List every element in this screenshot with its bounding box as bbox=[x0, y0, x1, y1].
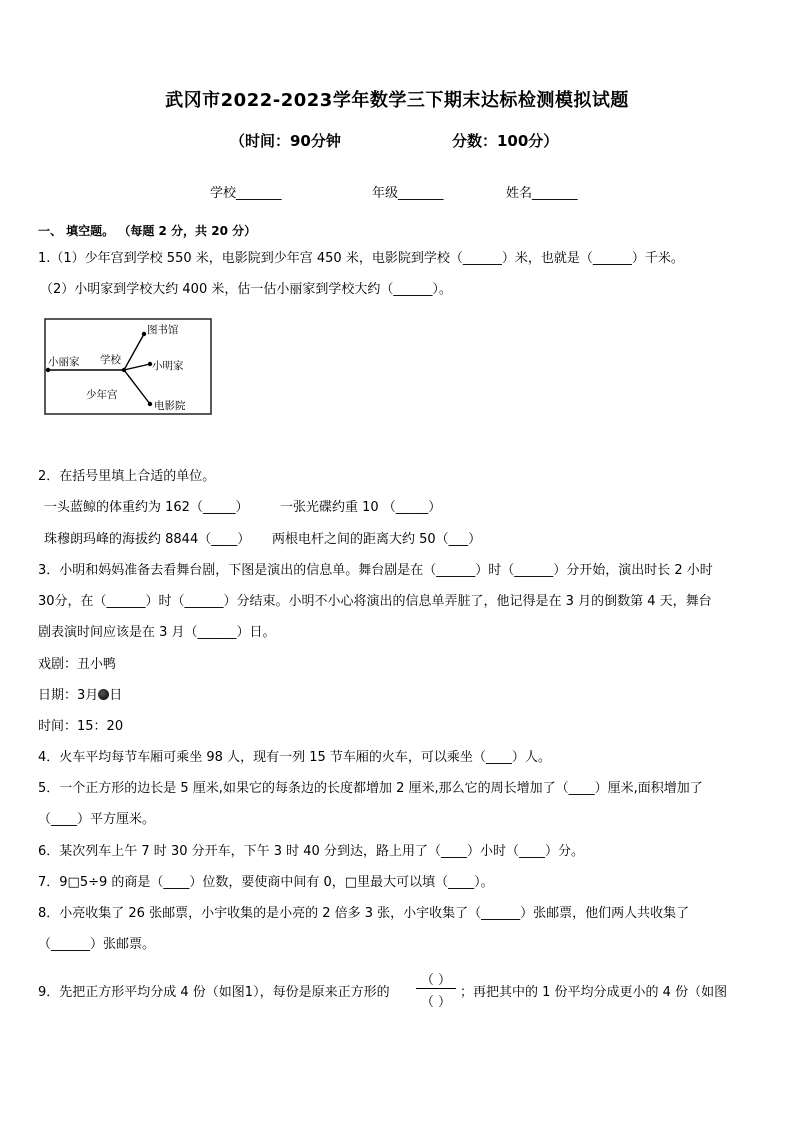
q3-date-prefix: 日期：3月 bbox=[38, 688, 99, 703]
school-dot bbox=[122, 368, 126, 372]
q2-cd-weight: 一张光碟约重 10 （_____） bbox=[280, 500, 442, 515]
q1-line2: （2）小明家到学校大约 400 米，估一估小丽家到学校大约（______）。 bbox=[40, 282, 452, 297]
school-label: 学校 bbox=[100, 354, 121, 366]
q5-line1: 5．一个正方形的边长是 5 厘米,如果它的每条边的长度都增加 2 厘米,那么它的周长增加了（____）厘米,面积增加了 bbox=[38, 781, 703, 796]
q2-line1: 2．在括号里填上合适的单位。 bbox=[38, 469, 216, 484]
q2-blue-whale: 一头蓝鲸的体重约为 162（_____） bbox=[44, 500, 249, 515]
q9-prefix: 9．先把正方形平均分成 4 份（如图1），每份是原来正方形的 bbox=[38, 985, 390, 1000]
q5-line2: （____）平方厘米。 bbox=[38, 812, 156, 827]
library-dot bbox=[142, 332, 146, 336]
q6-line1: 6．某次列车上午 7 时 30 分开车，下午 3 时 40 分到达，路上用了（____）小时（____）分。 bbox=[38, 844, 584, 859]
exam-title: 武冈市2022-2023学年数学三下期末达标检测模拟试题 bbox=[165, 90, 629, 111]
section-heading-fill-in: 一、 填空题。 （每题 2 分，共 20 分） bbox=[38, 224, 257, 238]
q4-line1: 4．火车平均每节车厢可乘坐 98 人，现有一列 15 节车厢的火车，可以乘坐（____）人。 bbox=[38, 750, 551, 765]
xiaoming-home-label: 小明家 bbox=[152, 360, 184, 372]
q2-everest: 珠穆朗玛峰的海拔约 8844（____） bbox=[44, 532, 251, 547]
q3-date-suffix: 日 bbox=[109, 688, 123, 703]
xiaoli-home-dot bbox=[46, 368, 50, 372]
grade-field[interactable]: 年级_______ bbox=[372, 186, 444, 201]
school-field[interactable]: 学校_______ bbox=[210, 186, 282, 201]
cinema-label: 电影院 bbox=[154, 400, 186, 412]
q3-date bbox=[38, 686, 122, 706]
q3-line3: 剧表演时间应该是在 3 月（______）日。 bbox=[38, 625, 276, 640]
q2-pole-distance: 两根电杆之间的距离大约 50（___） bbox=[272, 532, 482, 547]
library-label: 图书馆 bbox=[147, 324, 179, 336]
exam-score: 分数：100分） bbox=[452, 132, 559, 150]
xiaoli-home-label: 小丽家 bbox=[48, 356, 80, 368]
ink-stain-icon bbox=[98, 689, 109, 700]
q9-fraction-blank[interactable] bbox=[414, 967, 458, 1011]
q8-line1: 8．小亮收集了 26 张邮票，小宇收集的是小亮的 2 倍多 3 张，小宇收集了（______）张邮票，他们两人共收集了 bbox=[38, 906, 690, 921]
q3-line1: 3．小明和妈妈准备去看舞台剧，下图是演出的信息单。舞台剧是在（______）时（______）分开始，演出时长 2 小时 bbox=[38, 563, 713, 578]
name-field[interactable]: 姓名_______ bbox=[506, 186, 578, 201]
q9-suffix: ；再把其中的 1 份平均分成更小的 4 份（如图 bbox=[460, 985, 728, 1000]
q9-fraction-numerator[interactable]: （ ） bbox=[420, 973, 452, 988]
q9-fraction-denominator[interactable]: （ ） bbox=[420, 995, 452, 1010]
route-map-diagram bbox=[44, 318, 212, 415]
exam-time: （时间：90分钟 bbox=[230, 132, 341, 150]
fraction-bar bbox=[416, 988, 456, 989]
q3-drama: 戏剧：丑小鸭 bbox=[38, 657, 117, 672]
q3-line2: 30分，在（______）时（______）分结束。小明不小心将演出的信息单弄脏了，他记得是在 3 月的倒数第 4 天，舞台 bbox=[38, 594, 712, 609]
q7-line1: 7．9□5÷9 的商是（____）位数，要使商中间有 0，□里最大可以填（____）。 bbox=[38, 875, 494, 890]
q3-time: 时间：15：20 bbox=[38, 719, 124, 734]
q8-line2: （______）张邮票。 bbox=[38, 937, 156, 952]
youth-palace-label: 少年宫 bbox=[86, 389, 118, 401]
q1-line1: 1.（1）少年宫到学校 550 米，电影院到少年宫 450 米，电影院到学校（______）米，也就是（______）千米。 bbox=[38, 251, 684, 266]
cinema-dot bbox=[148, 402, 152, 406]
